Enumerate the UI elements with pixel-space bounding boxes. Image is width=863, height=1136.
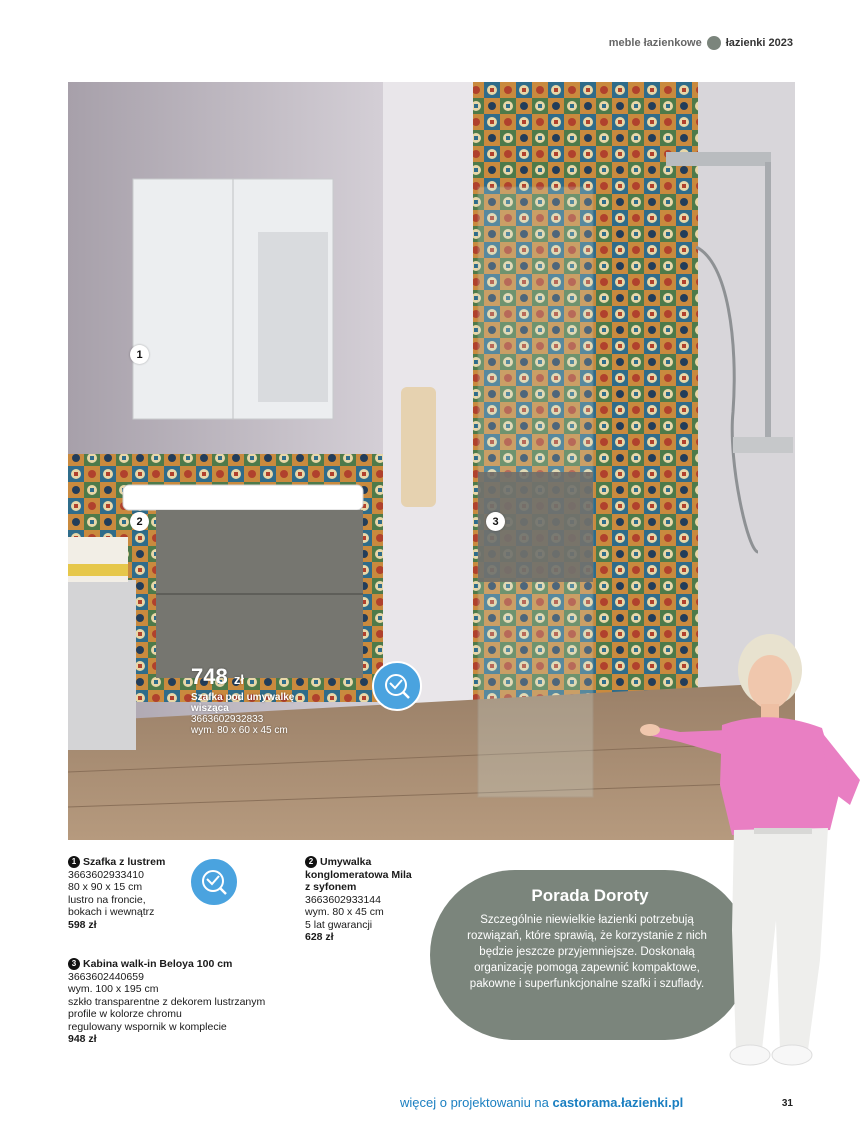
- product-3-title: Kabina walk-in Beloya 100 cm: [83, 958, 233, 970]
- marker-1[interactable]: 1: [130, 345, 149, 364]
- footer-website-link[interactable]: castorama.łazienki.pl: [552, 1095, 684, 1110]
- marker-2[interactable]: 2: [130, 512, 149, 531]
- header-dot-icon: [707, 36, 721, 50]
- product-3: [68, 958, 308, 1046]
- product-2: [305, 856, 435, 944]
- product-2-title-line: konglomeratowa Mila: [305, 868, 412, 881]
- product-1-line: 3663602933410: [68, 868, 144, 881]
- marker-3[interactable]: 3: [486, 512, 505, 531]
- product-3-price: 948 zł: [68, 1033, 97, 1045]
- product-1-line: bokach i wewnątrz: [68, 906, 155, 918]
- tip-text: Szczególnie niewielkie łazienki potrzebują rozwiązań, które sprawią, że korzystanie z nich będzie jeszcze przyjemniejsze. Doskonałą organizację pomogą zapewnić kompaktowe, pakowne i superfunkcjonalne szafki i szuflady.: [467, 914, 707, 990]
- price-product-dims: wym. 80 x 60 x 45 cm: [191, 725, 288, 736]
- photo-price-tag: [191, 665, 294, 736]
- page-number: 31: [781, 1098, 793, 1109]
- product-1-price: 598 zł: [68, 918, 97, 931]
- product-2-line: 3663602933144: [305, 893, 381, 906]
- product-2-title-line: Umywalka: [320, 856, 372, 868]
- price-big: 748 zł: [191, 664, 244, 689]
- product-1: [68, 856, 188, 931]
- product-number-1: 1: [68, 856, 80, 868]
- product-2-line: wym. 80 x 45 cm: [305, 906, 384, 918]
- product-2-title-line: z syfonem: [305, 881, 357, 893]
- product-number-3: 3: [68, 958, 80, 970]
- product-number-2: 2: [305, 856, 317, 868]
- price-product-name-1: Szafka pod umywalkę: [191, 692, 295, 703]
- product-1-line: lustro na froncie,: [68, 893, 146, 906]
- product-3-line: wym. 100 x 195 cm: [68, 983, 159, 995]
- product-2-price: 628 zł: [305, 931, 334, 943]
- product-2-line: 5 lat gwarancji: [305, 918, 373, 931]
- presenter-photo: [640, 630, 863, 1075]
- product-3-line: regulowany wspornik w komplecie: [68, 1020, 227, 1033]
- section-label: meble łazienkowe: [608, 37, 702, 49]
- product-3-line: profile w kolorze chromu: [68, 1008, 182, 1020]
- page-header: [609, 36, 793, 50]
- product-3-line: 3663602440659: [68, 970, 144, 983]
- price-product-name-2: wisząca: [191, 703, 229, 714]
- product-1-line: 80 x 90 x 15 cm: [68, 881, 143, 893]
- ar-view-icon-secondary[interactable]: [189, 857, 239, 907]
- tip-title: Porada Doroty: [531, 886, 649, 905]
- ar-view-icon[interactable]: [372, 661, 422, 711]
- product-3-line: szkło transparentne z dekorem lustrzanym: [68, 995, 266, 1008]
- product-1-title: Szafka z lustrem: [83, 856, 166, 868]
- price-product-code: 3663602932833: [191, 714, 264, 725]
- magazine-title: łazienki 2023: [725, 37, 793, 49]
- footer-link-line: [400, 1095, 683, 1110]
- footer-text: więcej o projektowaniu na: [400, 1095, 553, 1110]
